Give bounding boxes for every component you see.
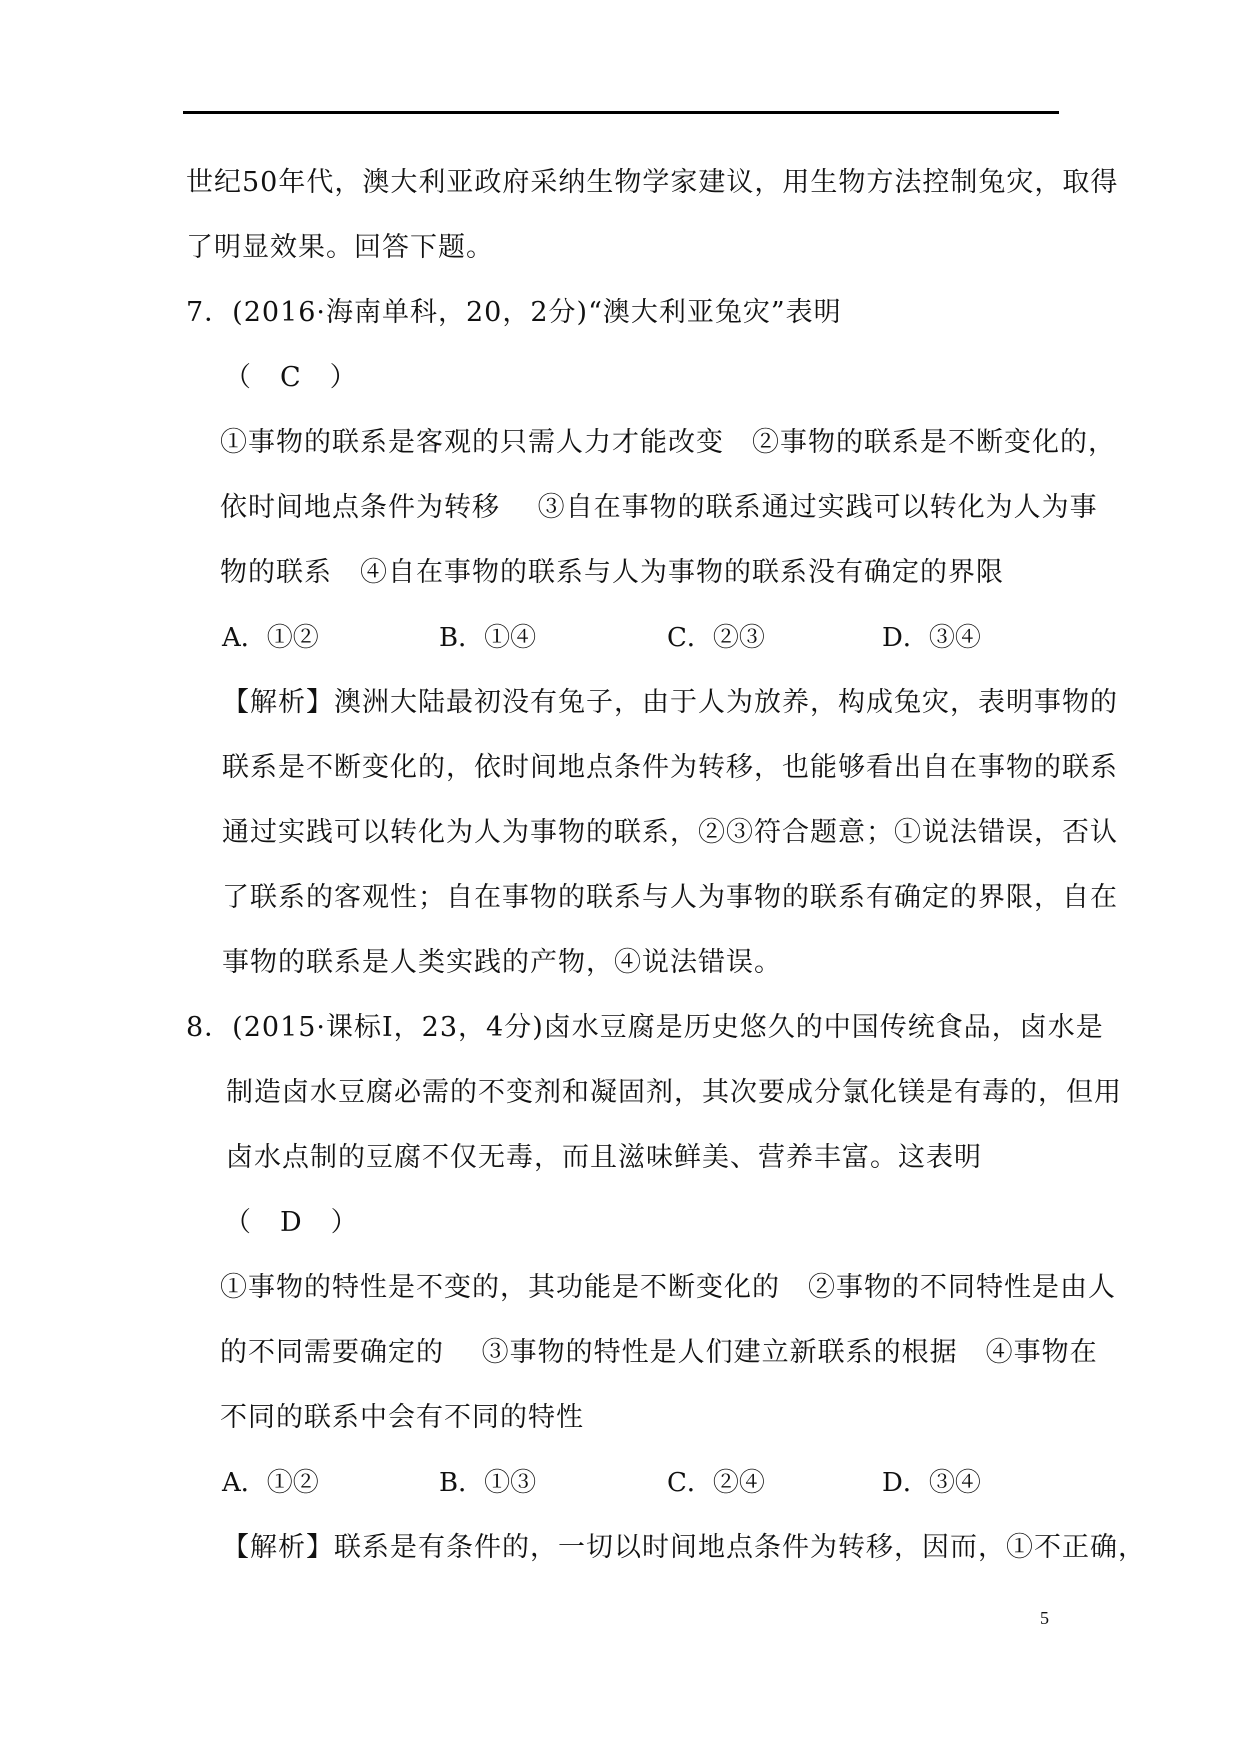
page-number: 5 (1040, 1608, 1049, 1628)
q7-analysis-line: 联系是不断变化的，依时间地点条件为转移，也能够看出自在事物的联系 (222, 752, 1118, 783)
q8-option-a: A．①② (222, 1468, 319, 1498)
q7-option-c: C．②③ (667, 623, 765, 653)
q7-analysis-line: 了联系的客观性；自在事物的联系与人为事物的联系有确定的界限，自在 (222, 882, 1118, 913)
q7-answer: （ C ） (224, 362, 358, 393)
q8-statement-line: 不同的联系中会有不同的特性 (220, 1402, 584, 1433)
q7-option-a: A．①② (222, 623, 319, 653)
q8-statement-line: 的不同需要确定的 ③事物的特性是人们建立新联系的根据 ④事物在 (220, 1337, 1098, 1368)
q7-stem: 7．(2016·海南单科，20，2分)“澳大利亚兔灾”表明 (186, 297, 842, 328)
q8-option-d: D．③④ (882, 1468, 981, 1498)
q8-analysis-line: 【解析】联系是有条件的，一切以时间地点条件为转移，因而，①不正确， (222, 1532, 1146, 1563)
q8-stem-line: 卤水点制的豆腐不仅无毒，而且滋味鲜美、营养丰富。这表明 (226, 1142, 982, 1173)
q8-statement-line: ①事物的特性是不变的，其功能是不断变化的 ②事物的不同特性是由人 (220, 1272, 1116, 1303)
q8-stem-line: 制造卤水豆腐必需的不变剂和凝固剂，其次要成分氯化镁是有毒的，但用 (226, 1077, 1122, 1108)
intro-line-2: 了明显效果。回答下题。 (186, 232, 494, 263)
q7-analysis-line: 事物的联系是人类实践的产物，④说法错误。 (222, 947, 782, 978)
q7-statement-line: 物的联系 ④自在事物的联系与人为事物的联系没有确定的界限 (220, 557, 1004, 588)
q8-stem-line: 8．(2015·课标Ⅰ，23，4分)卤水豆腐是历史悠久的中国传统食品，卤水是 (186, 1012, 1104, 1043)
header-rule (183, 111, 1059, 114)
q7-statement-line: 依时间地点条件为转移 ③自在事物的联系通过实践可以转化为人为事 (220, 492, 1098, 523)
q8-answer: （ D ） (224, 1207, 359, 1238)
q7-statement-line: ①事物的联系是客观的只需人力才能改变 ②事物的联系是不断变化的， (220, 427, 1116, 458)
q7-option-b: B．①④ (439, 623, 537, 653)
q7-option-d: D．③④ (882, 623, 981, 653)
q8-option-b: B．①③ (439, 1468, 537, 1498)
q7-analysis-line: 【解析】澳洲大陆最初没有兔子，由于人为放养，构成兔灾，表明事物的 (222, 687, 1118, 718)
q7-analysis-line: 通过实践可以转化为人为事物的联系，②③符合题意；①说法错误，否认 (222, 817, 1118, 848)
q8-option-c: C．②④ (667, 1468, 765, 1498)
intro-line-1: 世纪50年代，澳大利亚政府采纳生物学家建议，用生物方法控制兔灾，取得 (186, 167, 1119, 198)
